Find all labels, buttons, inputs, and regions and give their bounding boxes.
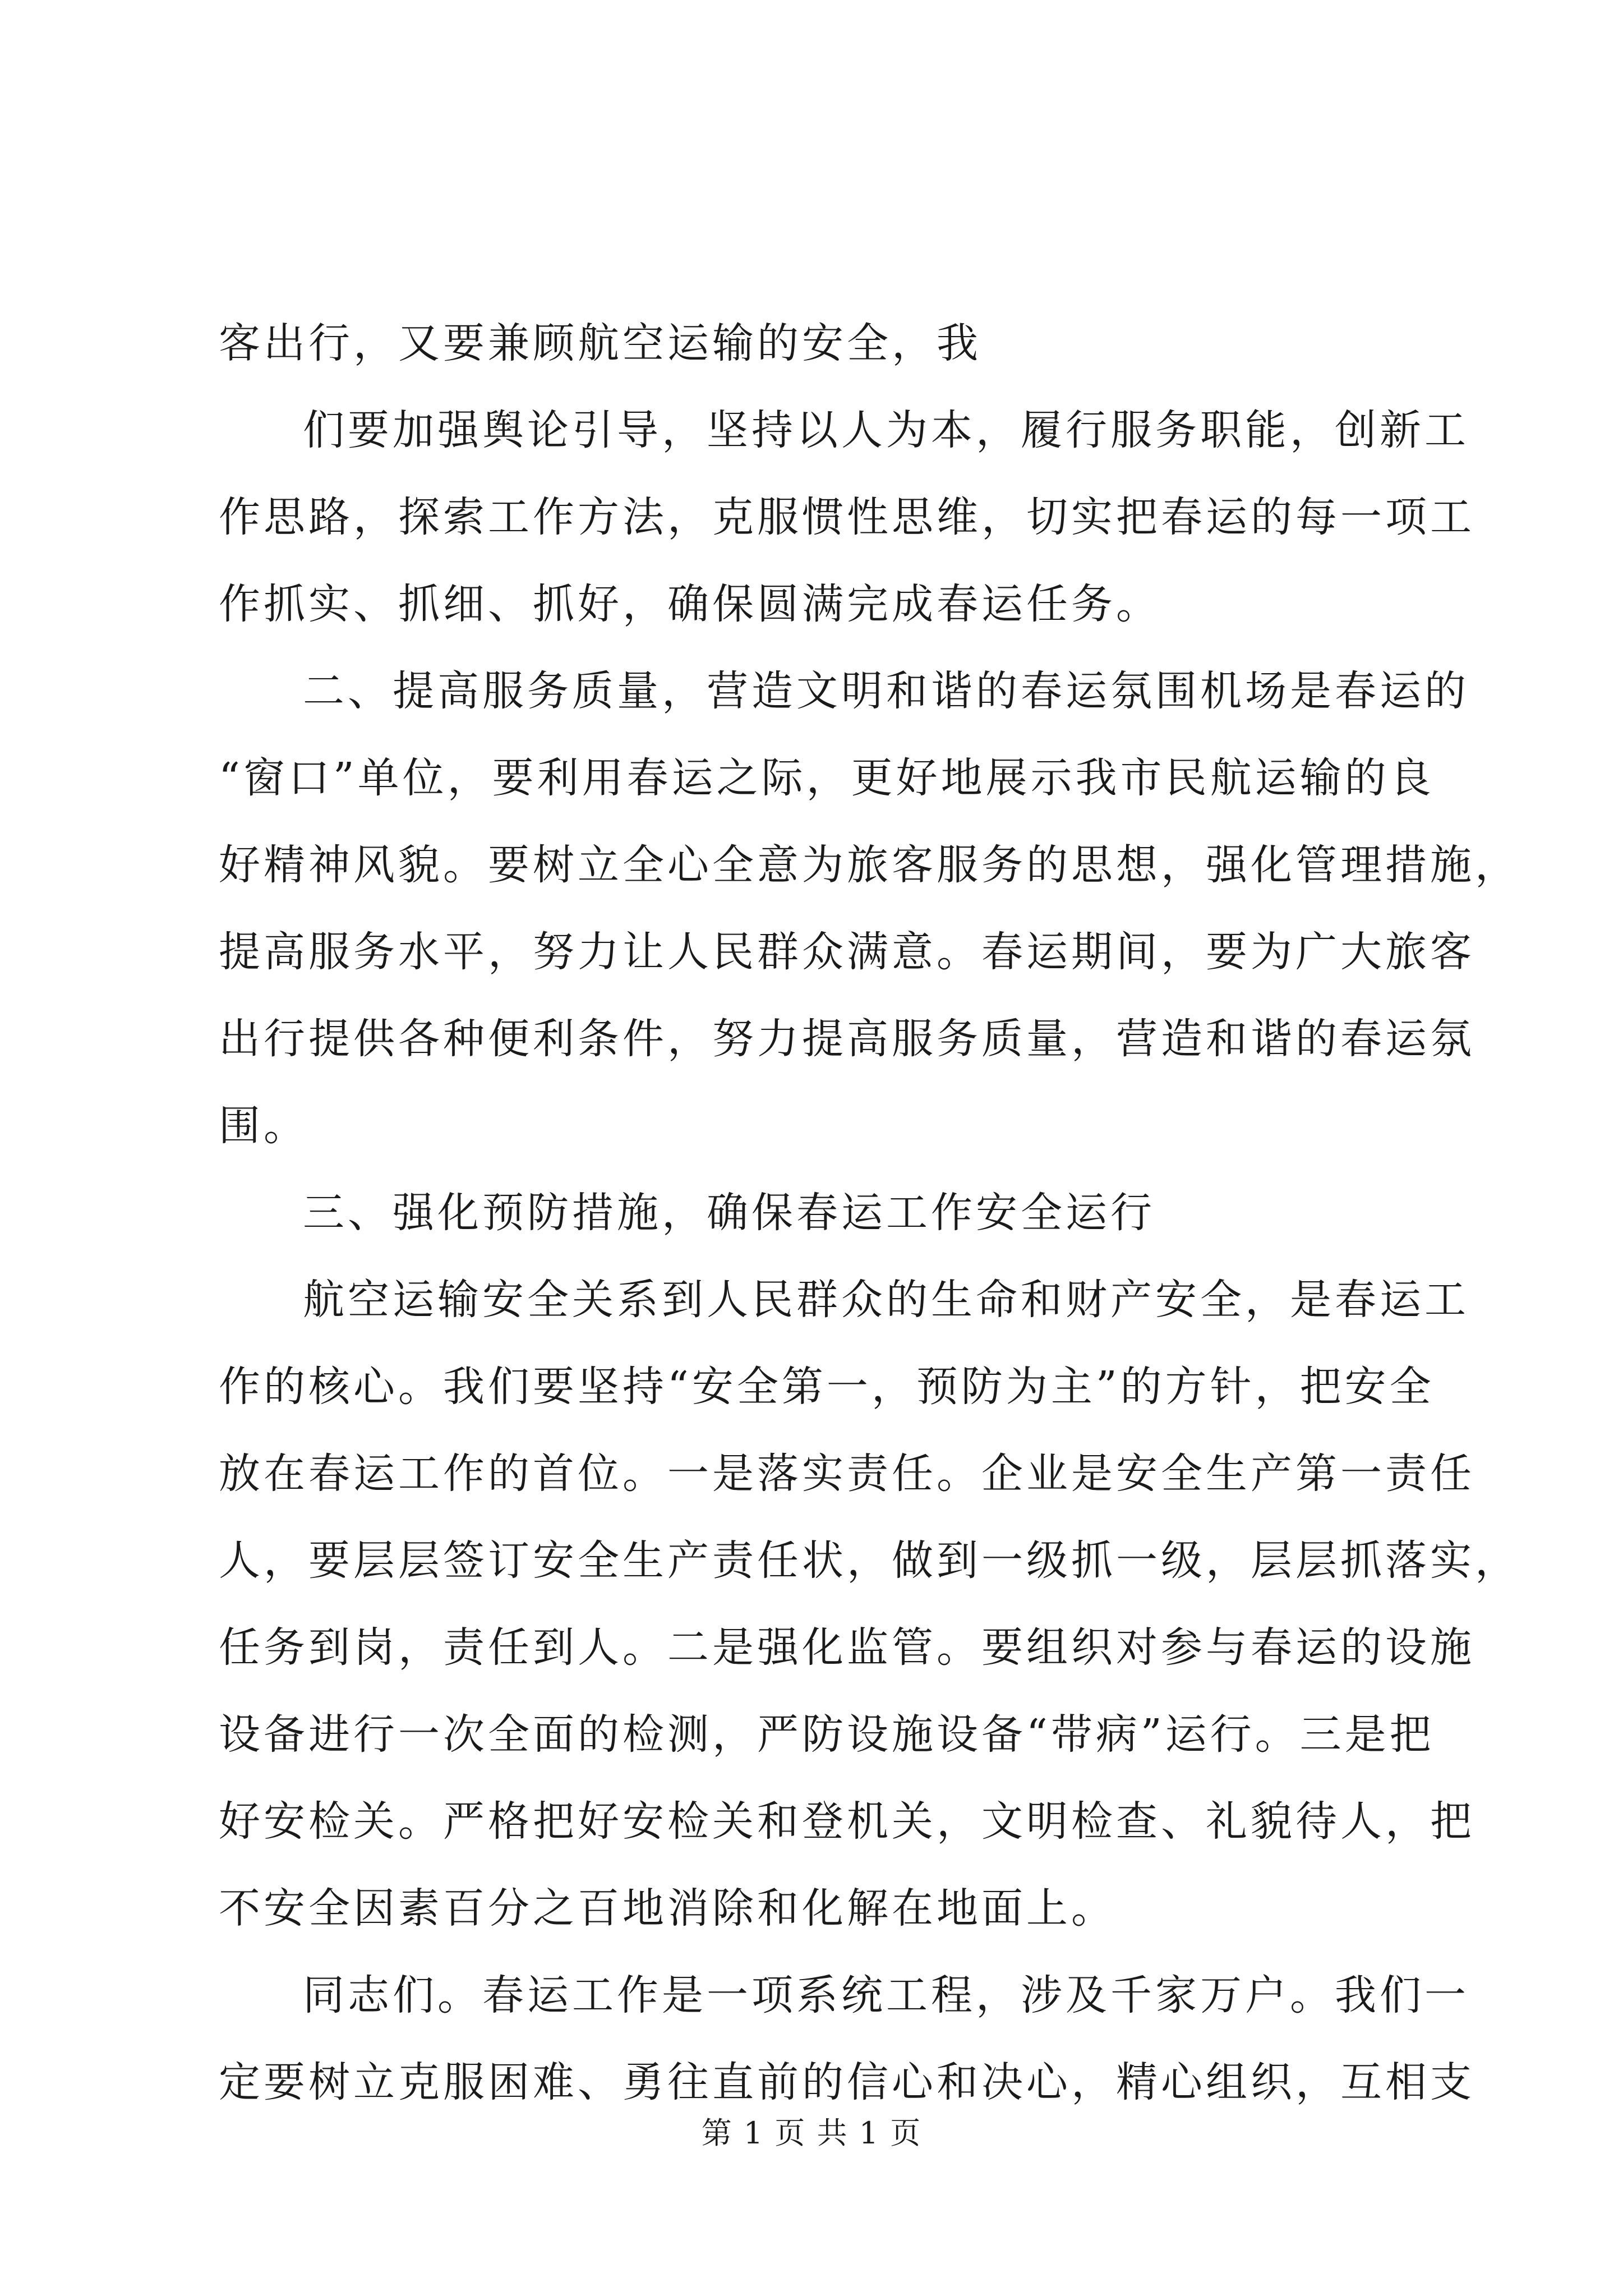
text-line: 定要树立克服困难、勇往直前的信心和决心，精心组织，互相支 bbox=[219, 2058, 1475, 2106]
text-line: 同志们。春运工作是一项系统工程，涉及千家万户。我们一 bbox=[303, 1971, 1469, 2019]
text-line: 三、强化预防措施，确保春运工作安全运行 bbox=[303, 1189, 1155, 1237]
text-line: 们要加强舆论引导，坚持以人为本，履行服务职能，创新工 bbox=[303, 406, 1469, 454]
text-line: 不安全因素百分之百地消除和化解在地面上。 bbox=[219, 1884, 1116, 1932]
text-line: 好精神风貌。要树立全心全意为旅客服务的思想，强化管理措施， bbox=[219, 841, 1520, 889]
text-line: 作抓实、抓细、抓好，确保圆满完成春运任务。 bbox=[219, 580, 1161, 628]
text-line: 作的核心。我们要坚持“安全第一，预防为主”的方针，把安全 bbox=[219, 1363, 1435, 1411]
text-line: 好安检关。严格把好安检关和登机关，文明检查、礼貌待人，把 bbox=[219, 1797, 1475, 1846]
text-line: “窗口”单位，要利用春运之际，更好地展示我市民航运输的良 bbox=[219, 754, 1435, 802]
text-line: 放在春运工作的首位。一是落实责任。企业是安全生产第一责任 bbox=[219, 1450, 1475, 1498]
text-line: 客出行，又要兼顾航空运输的安全，我 bbox=[219, 319, 981, 367]
text-line: 任务到岗，责任到人。二是强化监管。要组织对参与春运的设施 bbox=[219, 1623, 1475, 1672]
text-line: 出行提供各种便利条件，努力提高服务质量，营造和谐的春运氛 bbox=[219, 1015, 1475, 1063]
text-line: 作思路，探索工作方法，克服惯性思维，切实把春运的每一项工 bbox=[219, 493, 1475, 541]
text-line: 二、提高服务质量，营造文明和谐的春运氛围机场是春运的 bbox=[303, 667, 1469, 715]
text-line: 航空运输安全关系到人民群众的生命和财产安全，是春运工 bbox=[303, 1276, 1469, 1324]
text-line: 围。 bbox=[219, 1102, 308, 1150]
page-footer: 第 1 页 共 1 页 bbox=[701, 2115, 922, 2151]
text-line: 人，要层层签订安全生产责任状，做到一级抓一级，层层抓落实， bbox=[219, 1536, 1520, 1585]
text-line: 设备进行一次全面的检测，严防设施设备“带病”运行。三是把 bbox=[219, 1710, 1435, 1759]
text-line: 提高服务水平，努力让人民群众满意。春运期间，要为广大旅客 bbox=[219, 928, 1475, 976]
document-body bbox=[219, 300, 1520, 2126]
